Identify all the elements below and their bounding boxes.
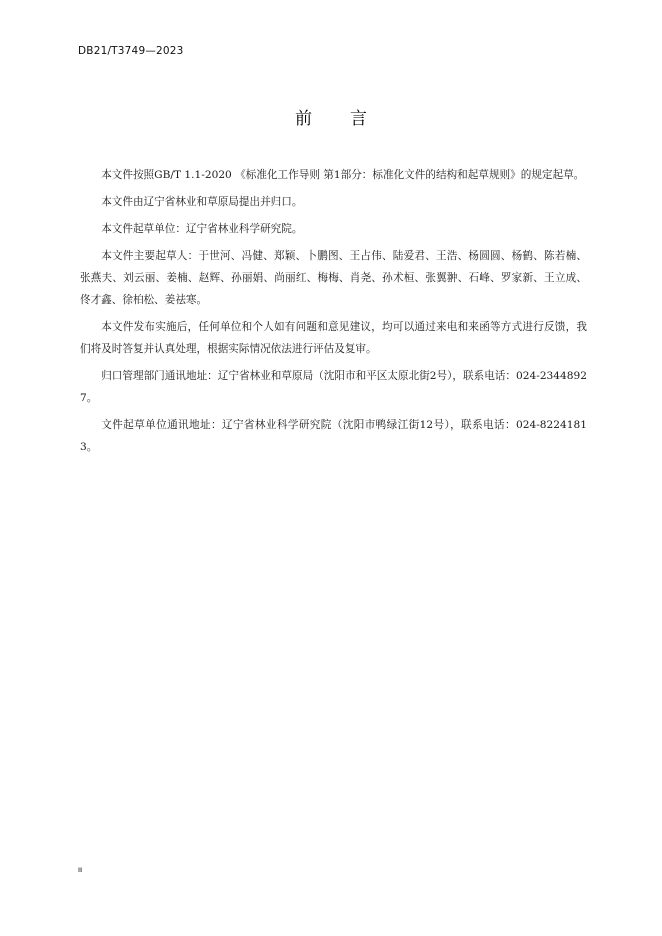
paragraph-drafters: 本文件主要起草人：于世河、冯健、郑颖、卜鹏图、王占伟、陆爱君、王浩、杨圆圆、杨鹤、陈若楠、张燕夫、刘云丽、姜楠、赵辉、孙丽娟、尚丽红、梅梅、肖尧、孙术桓、张翼翀、石峰、罗家新、王立成、佟才鑫、徐柏松、姜祛寒。: [80, 250, 587, 306]
foreword-body: [80, 164, 587, 463]
paragraph-drafting-rules: 本文件按照GB/T 1.1-2020 《标准化工作导则 第1部分：标准化文件的结构和起草规则》的规定起草。: [101, 169, 585, 181]
title-part-2: 言: [350, 109, 367, 129]
page-number: Ⅲ: [78, 867, 83, 874]
paragraph-drafting-unit: 本文件起草单位：辽宁省林业科学研究院。: [101, 223, 303, 235]
paragraph-admin-contact: 归口管理部门通讯地址：辽宁省林业和草原局（沈阳市和平区太原北街2号），联系电话：024-23448927。: [80, 370, 587, 404]
title-part-1: 前: [295, 109, 312, 129]
standard-code: DB21/T3749—2023: [78, 45, 184, 57]
page-title: [0, 104, 662, 129]
paragraph-feedback: 本文件发布实施后，任何单位和个人如有问题和意见建议，均可以通过来电和来函等方式进行反馈，我们将及时答复并认真处理，根据实际情况依法进行评估及复审。: [80, 321, 587, 355]
paragraph-proposer: 本文件由辽宁省林业和草原局提出并归口。: [101, 196, 303, 208]
paragraph-drafter-contact: 文件起草单位通讯地址：辽宁省林业科学研究院（沈阳市鸭绿江街12号），联系电话：024-82241813。: [80, 419, 587, 453]
